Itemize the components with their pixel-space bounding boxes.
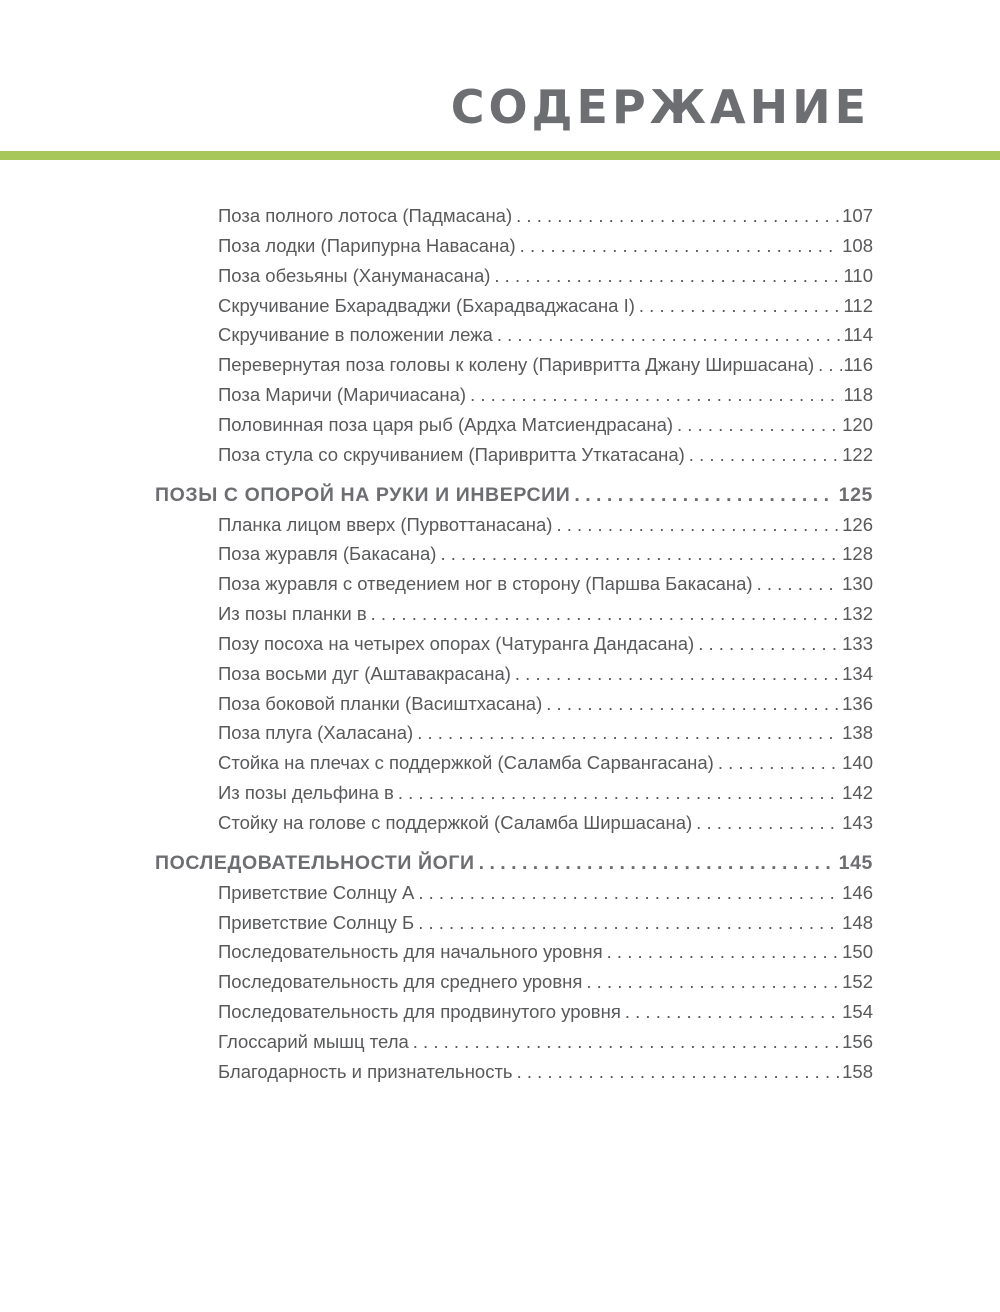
dot-leader xyxy=(574,484,832,507)
entry-title: Глоссарий мышц тела xyxy=(218,1030,409,1052)
toc-entry[interactable] xyxy=(218,414,873,444)
dot-leader xyxy=(586,971,840,993)
section-title: ПОЗЫ С ОПОРОЙ НА РУКИ И ИНВЕРСИИ xyxy=(155,483,571,506)
entry-title: Поза журавля (Бакасана) xyxy=(218,543,437,565)
page-number: 136 xyxy=(842,692,873,714)
entry-title: Поза лодки (Парипурна Навасана) xyxy=(218,234,516,256)
toc-entry[interactable] xyxy=(218,633,873,663)
dot-leader xyxy=(417,722,840,744)
dot-leader xyxy=(371,603,840,625)
entry-title: Перевернутая поза головы к колену (Паривритта Джану Ширшасана) xyxy=(218,354,815,376)
dot-leader xyxy=(546,693,840,715)
dot-leader xyxy=(677,414,840,436)
entry-title: Последовательность для продвинутого уровня xyxy=(218,1001,621,1023)
toc-entry[interactable] xyxy=(218,573,873,603)
entry-title: Последовательность для среднего уровня xyxy=(218,971,583,993)
entry-title: Половинная поза царя рыб (Ардха Матсиендрасана) xyxy=(218,413,674,435)
toc-entry[interactable] xyxy=(218,663,873,693)
dot-leader xyxy=(497,324,842,346)
toc-section-heading[interactable] xyxy=(155,484,873,514)
entry-title: Из позы планки в xyxy=(218,603,367,625)
page-number: 126 xyxy=(842,513,873,535)
page-number: 107 xyxy=(842,205,873,226)
toc-entry[interactable] xyxy=(218,912,873,942)
dot-leader xyxy=(413,1031,840,1053)
page-number: 143 xyxy=(842,812,873,833)
entry-title: Поза Маричи (Маричиасана) xyxy=(218,384,467,406)
toc-entry[interactable] xyxy=(218,514,873,544)
entry-title: Поза плуга (Халасана) xyxy=(218,722,414,744)
toc-entry[interactable] xyxy=(218,971,873,1001)
title-divider xyxy=(0,151,1000,160)
page-number: 138 xyxy=(842,722,873,744)
toc-entry[interactable] xyxy=(218,354,873,384)
toc-entry[interactable] xyxy=(218,722,873,752)
toc-entry[interactable] xyxy=(218,543,873,573)
dot-leader xyxy=(479,852,833,875)
dot-leader xyxy=(418,912,840,934)
page-number: 118 xyxy=(843,384,873,406)
page-number: 110 xyxy=(843,264,873,286)
page-number: 134 xyxy=(842,662,873,684)
entry-title: Позу посоха на четырех опорах (Чатуранга Дандасана) xyxy=(218,632,695,654)
page-number: 158 xyxy=(842,1060,873,1082)
dot-leader xyxy=(398,782,840,804)
page-number: 120 xyxy=(842,413,873,435)
page-number: 112 xyxy=(843,294,873,316)
entry-title: Поза восьми дуг (Аштавакрасана) xyxy=(218,662,511,684)
dot-leader xyxy=(517,1061,841,1083)
entry-title: Скручивание в положении лежа xyxy=(218,324,493,346)
toc-entry[interactable] xyxy=(218,941,873,971)
entry-title: Поза стула со скручиванием (Паривритта Уткатасана) xyxy=(218,443,685,465)
toc-section-heading[interactable] xyxy=(155,852,873,882)
page-number: 130 xyxy=(842,573,873,595)
dot-leader xyxy=(625,1001,840,1023)
section-title: ПОСЛЕДОВАТЕЛЬНОСТИ ЙОГИ xyxy=(155,851,475,874)
toc-entry[interactable] xyxy=(218,324,873,354)
page-title: СОДЕРЖАНИЕ xyxy=(450,80,870,134)
toc-entry[interactable] xyxy=(218,782,873,812)
toc-entry[interactable] xyxy=(218,205,873,235)
entry-title: Приветствие Солнцу Б xyxy=(218,911,415,933)
page-number: 132 xyxy=(842,603,873,625)
dot-leader xyxy=(418,882,840,904)
toc-entry[interactable] xyxy=(218,693,873,723)
toc-entry[interactable] xyxy=(218,235,873,265)
entry-title: Стойка на плечах с поддержкой (Саламба Сарвангасана) xyxy=(218,752,714,774)
toc-entry[interactable] xyxy=(218,603,873,633)
dot-leader xyxy=(515,663,840,685)
toc-entry[interactable] xyxy=(218,812,873,842)
page-number: 125 xyxy=(838,483,873,506)
page-number: 150 xyxy=(842,941,873,963)
toc-entry[interactable] xyxy=(218,265,873,295)
entry-title: Поза полного лотоса (Падмасана) xyxy=(218,205,513,226)
page-number: 154 xyxy=(842,1001,873,1023)
page-number: 116 xyxy=(843,354,873,376)
toc-entry[interactable] xyxy=(218,882,873,912)
page-number: 146 xyxy=(842,881,873,903)
dot-leader xyxy=(520,235,840,257)
dot-leader xyxy=(440,543,840,565)
dot-leader xyxy=(698,633,840,655)
toc-entry[interactable] xyxy=(218,384,873,414)
page-number: 133 xyxy=(842,632,873,654)
entry-title: Из позы дельфина в xyxy=(218,782,394,804)
entry-title: Поза боковой планки (Васиштхасана) xyxy=(218,692,543,714)
entry-title: Приветствие Солнцу А xyxy=(218,881,415,903)
dot-leader xyxy=(556,514,840,536)
dot-leader xyxy=(470,384,841,406)
dot-leader xyxy=(689,444,840,466)
dot-leader xyxy=(757,573,841,595)
toc-entry[interactable] xyxy=(218,752,873,782)
toc-entry[interactable] xyxy=(218,444,873,474)
dot-leader xyxy=(494,265,841,287)
entry-title: Благодарность и признательность xyxy=(218,1060,513,1082)
page-number: 122 xyxy=(842,443,873,465)
dot-leader xyxy=(696,812,840,834)
dot-leader xyxy=(516,205,840,227)
toc-entry[interactable] xyxy=(218,1031,873,1061)
page-number: 152 xyxy=(842,971,873,993)
page-number: 140 xyxy=(842,752,873,774)
dot-leader xyxy=(718,752,840,774)
dot-leader xyxy=(607,941,840,963)
entry-title: Последовательность для начального уровня xyxy=(218,941,603,963)
toc-entry[interactable] xyxy=(218,1061,873,1091)
dot-leader xyxy=(639,295,842,317)
page-number: 114 xyxy=(843,324,873,346)
page-number: 108 xyxy=(842,234,873,256)
page-number: 156 xyxy=(842,1030,873,1052)
toc-entry[interactable] xyxy=(218,1001,873,1031)
entry-title: Поза обезьяны (Хануманасана) xyxy=(218,264,491,286)
toc-entry[interactable] xyxy=(218,295,873,325)
dot-leader xyxy=(818,354,841,376)
page-number: 145 xyxy=(838,851,873,874)
page-number: 128 xyxy=(842,543,873,565)
page-number: 148 xyxy=(842,911,873,933)
entry-title: Скручивание Бхарадваджи (Бхарадваджасана I) xyxy=(218,294,635,316)
entry-title: Планка лицом вверх (Пурвоттанасана) xyxy=(218,513,553,535)
entry-title: Стойку на голове с поддержкой (Саламба Ширшасана) xyxy=(218,812,693,833)
entry-title: Поза журавля с отведением ног в сторону (Паршва Бакасана) xyxy=(218,573,753,595)
page-number: 142 xyxy=(842,782,873,804)
